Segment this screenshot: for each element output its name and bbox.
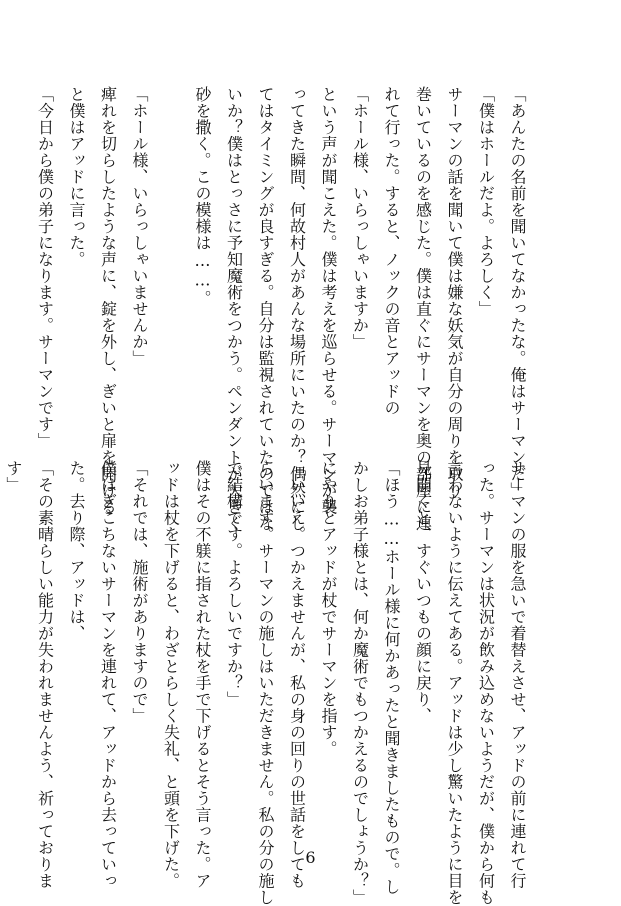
text-line: 「ホール様、いらっしゃいますか」 [350,86,370,350]
text-line: にやりとアッドが杖でサーマンを指す。 [319,460,338,757]
upper-text-block [35,86,533,532]
text-line: サーマンの服を急いで着替えさせ、アッドの前に連れて行 [508,460,527,889]
text-line: 「その素晴らしい能力が失われませんよう、祈っておりま [35,460,55,889]
text-line: ってきた瞬間、何故村人があんな場所にいたのか？偶然にし [287,86,307,532]
text-line: と僕はアッドに言った。 [67,86,86,268]
text-line: ッドは杖を下げると、わざとらしく失礼、と頭を下げた。 [161,460,181,889]
text-line: てはタイミングが良すぎる。自分は監視されていたのではな [256,86,275,532]
text-line: かしお弟子様とは、何か魔術でもつかえるのでしょうか？」 [350,460,370,906]
text-line: 「それでは、施術がありますので」 [130,460,149,724]
text-line: いか？僕はとっさに予知魔術をつかう。ペンダントが大きく [224,86,244,532]
text-line: 「いいえ。つかえませんが、私の身の回りの世話をしても [287,460,307,889]
page-number: 6 [305,848,316,867]
text-line: た。去り際、アッドは、 [67,460,86,642]
text-line: 「今日から僕の弟子になります。サーマンです」 [35,86,55,449]
text-line: 「僕はホールだよ。よろしく」 [476,86,496,317]
text-line: らいます。サーマンの施しはいただきません。私の分の施し [256,460,275,906]
text-line [155,86,187,426]
text-line: 痺れを切らしたような声に、錠を外し、ぎいと扉を開ける [98,86,118,515]
text-line: で結構です。よろしいですか？」 [224,460,244,708]
text-line: れて行った。すると、ノックの音とアッドの [382,86,401,416]
text-line: 「ホール様、いらっしゃいませんか」 [130,86,149,367]
text-line: 僕はぎこちないサーマンを連れて、アッドから去っていっ [98,460,118,889]
text-line: った。サーマンは状況が飲み込めないようだが、僕から何も [476,460,496,906]
text-line: サーマンの話を聞いて僕は嫌な妖気が自分の周りを取り [445,86,464,499]
text-line: 「ほう……ホール様に何かあったと聞きましたもので。し [382,460,401,895]
text-line: 見開くと、すぐいつもの顔に戻り、 [413,460,433,724]
text-line: 巻いているのを感じた。僕は直ぐにサーマンを奥の部屋に連 [413,86,433,532]
text-line: 「あんたの名前を聞いてなかったな。俺はサーマンだ」 [508,86,527,499]
text-line: 僕はその不躾に指された杖を手で下げるとそう言った。ア [193,460,212,889]
text-line: という声が聞こえた。僕は考えを巡らせる。サーマンが襲 [319,86,338,515]
text-line: 言わないように伝えてある。アッドは少し驚いたように目を [445,460,464,906]
text-line: す」 [4,460,23,493]
text-line: 砂を撒く。この模様は……。 [193,86,212,307]
lower-text-block [4,460,533,906]
